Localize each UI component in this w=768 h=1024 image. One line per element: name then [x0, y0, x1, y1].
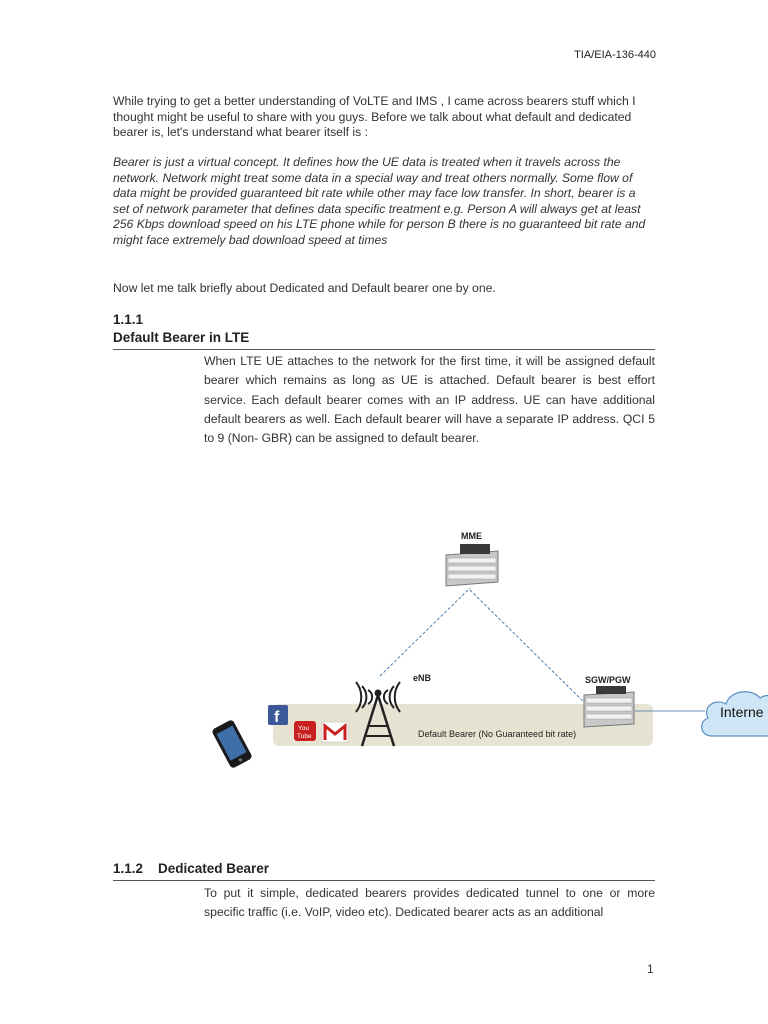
section-heading-1-1-2 [113, 861, 269, 876]
sgw-pgw-label: SGW/PGW [585, 675, 631, 685]
mme-sgw-link [470, 590, 590, 708]
facebook-icon [268, 705, 288, 726]
default-bearer-paragraph: When LTE UE attaches to the network for the first time, it will be assigned default bearer which remains as long as UE is attached. Default bearer is best effort service. Each default bearer comes with an IP address. UE can have additional default bearers as well. Each default bearer will have a separate IP address. QCI 5 to 9 (Non- GBR) can be assigned to default bearer. [204, 354, 655, 446]
bearer-definition-paragraph: Bearer is just a virtual concept. It defines how the UE data is treated when it travels across the network. Network might treat some data in a special way and treat others normally. Some flow of data might be provided guaranteed bit rate while other may face low transfer. In short, bearer is a set of network parameter that defines data specific treatment e.g. Person A will always get at least 256 Kbps download speed on his LTE phone while for person B there is no guaranteed bit rate and might face extremely bad download speed at times [113, 155, 646, 247]
gmail-icon [322, 722, 348, 742]
section-divider [113, 880, 655, 881]
svg-text:f: f [274, 709, 280, 726]
transition-paragraph: Now let me talk briefly about Dedicated and Default bearer one by one. [113, 281, 496, 295]
section-title-default-bearer: Default Bearer in LTE [113, 330, 250, 345]
dedicated-bearer-paragraph: To put it simple, dedicated bearers provides dedicated tunnel to one or more specific traffic (i.e. VoIP, video etc). Dedicated bearer acts as an additional [204, 886, 655, 920]
smartphone-icon [211, 719, 253, 769]
section-title-dedicated-bearer: Dedicated Bearer [158, 861, 270, 876]
sgw-pgw-server-icon [584, 686, 634, 727]
mme-label: MME [461, 531, 482, 541]
document-reference: TIA/EIA-136-440 [574, 49, 656, 61]
page-number: 1 [647, 962, 654, 976]
mme-server-icon [446, 544, 498, 586]
section-number-1-1-1: 1.1.1 [113, 312, 144, 327]
bearer-network-diagram [0, 500, 768, 800]
youtube-icon [294, 721, 316, 741]
svg-text:Tube: Tube [297, 733, 312, 740]
section-number-1-1-2: 1.1.2 [113, 861, 144, 876]
enb-mme-link [380, 588, 470, 676]
svg-text:You: You [298, 725, 309, 732]
intro-paragraph: While trying to get a better understanding of VoLTE and IMS , I came across bearers stuff which I thought might be useful to share with you guys. Before we talk about what default and dedicated bearer is, let's understand what bearer itself is : [113, 94, 636, 140]
enb-label: eNB [413, 673, 432, 683]
internet-label: Interne [720, 704, 764, 720]
section-divider [113, 349, 655, 350]
default-bearer-label: Default Bearer (No Guaranteed bit rate) [418, 729, 577, 739]
